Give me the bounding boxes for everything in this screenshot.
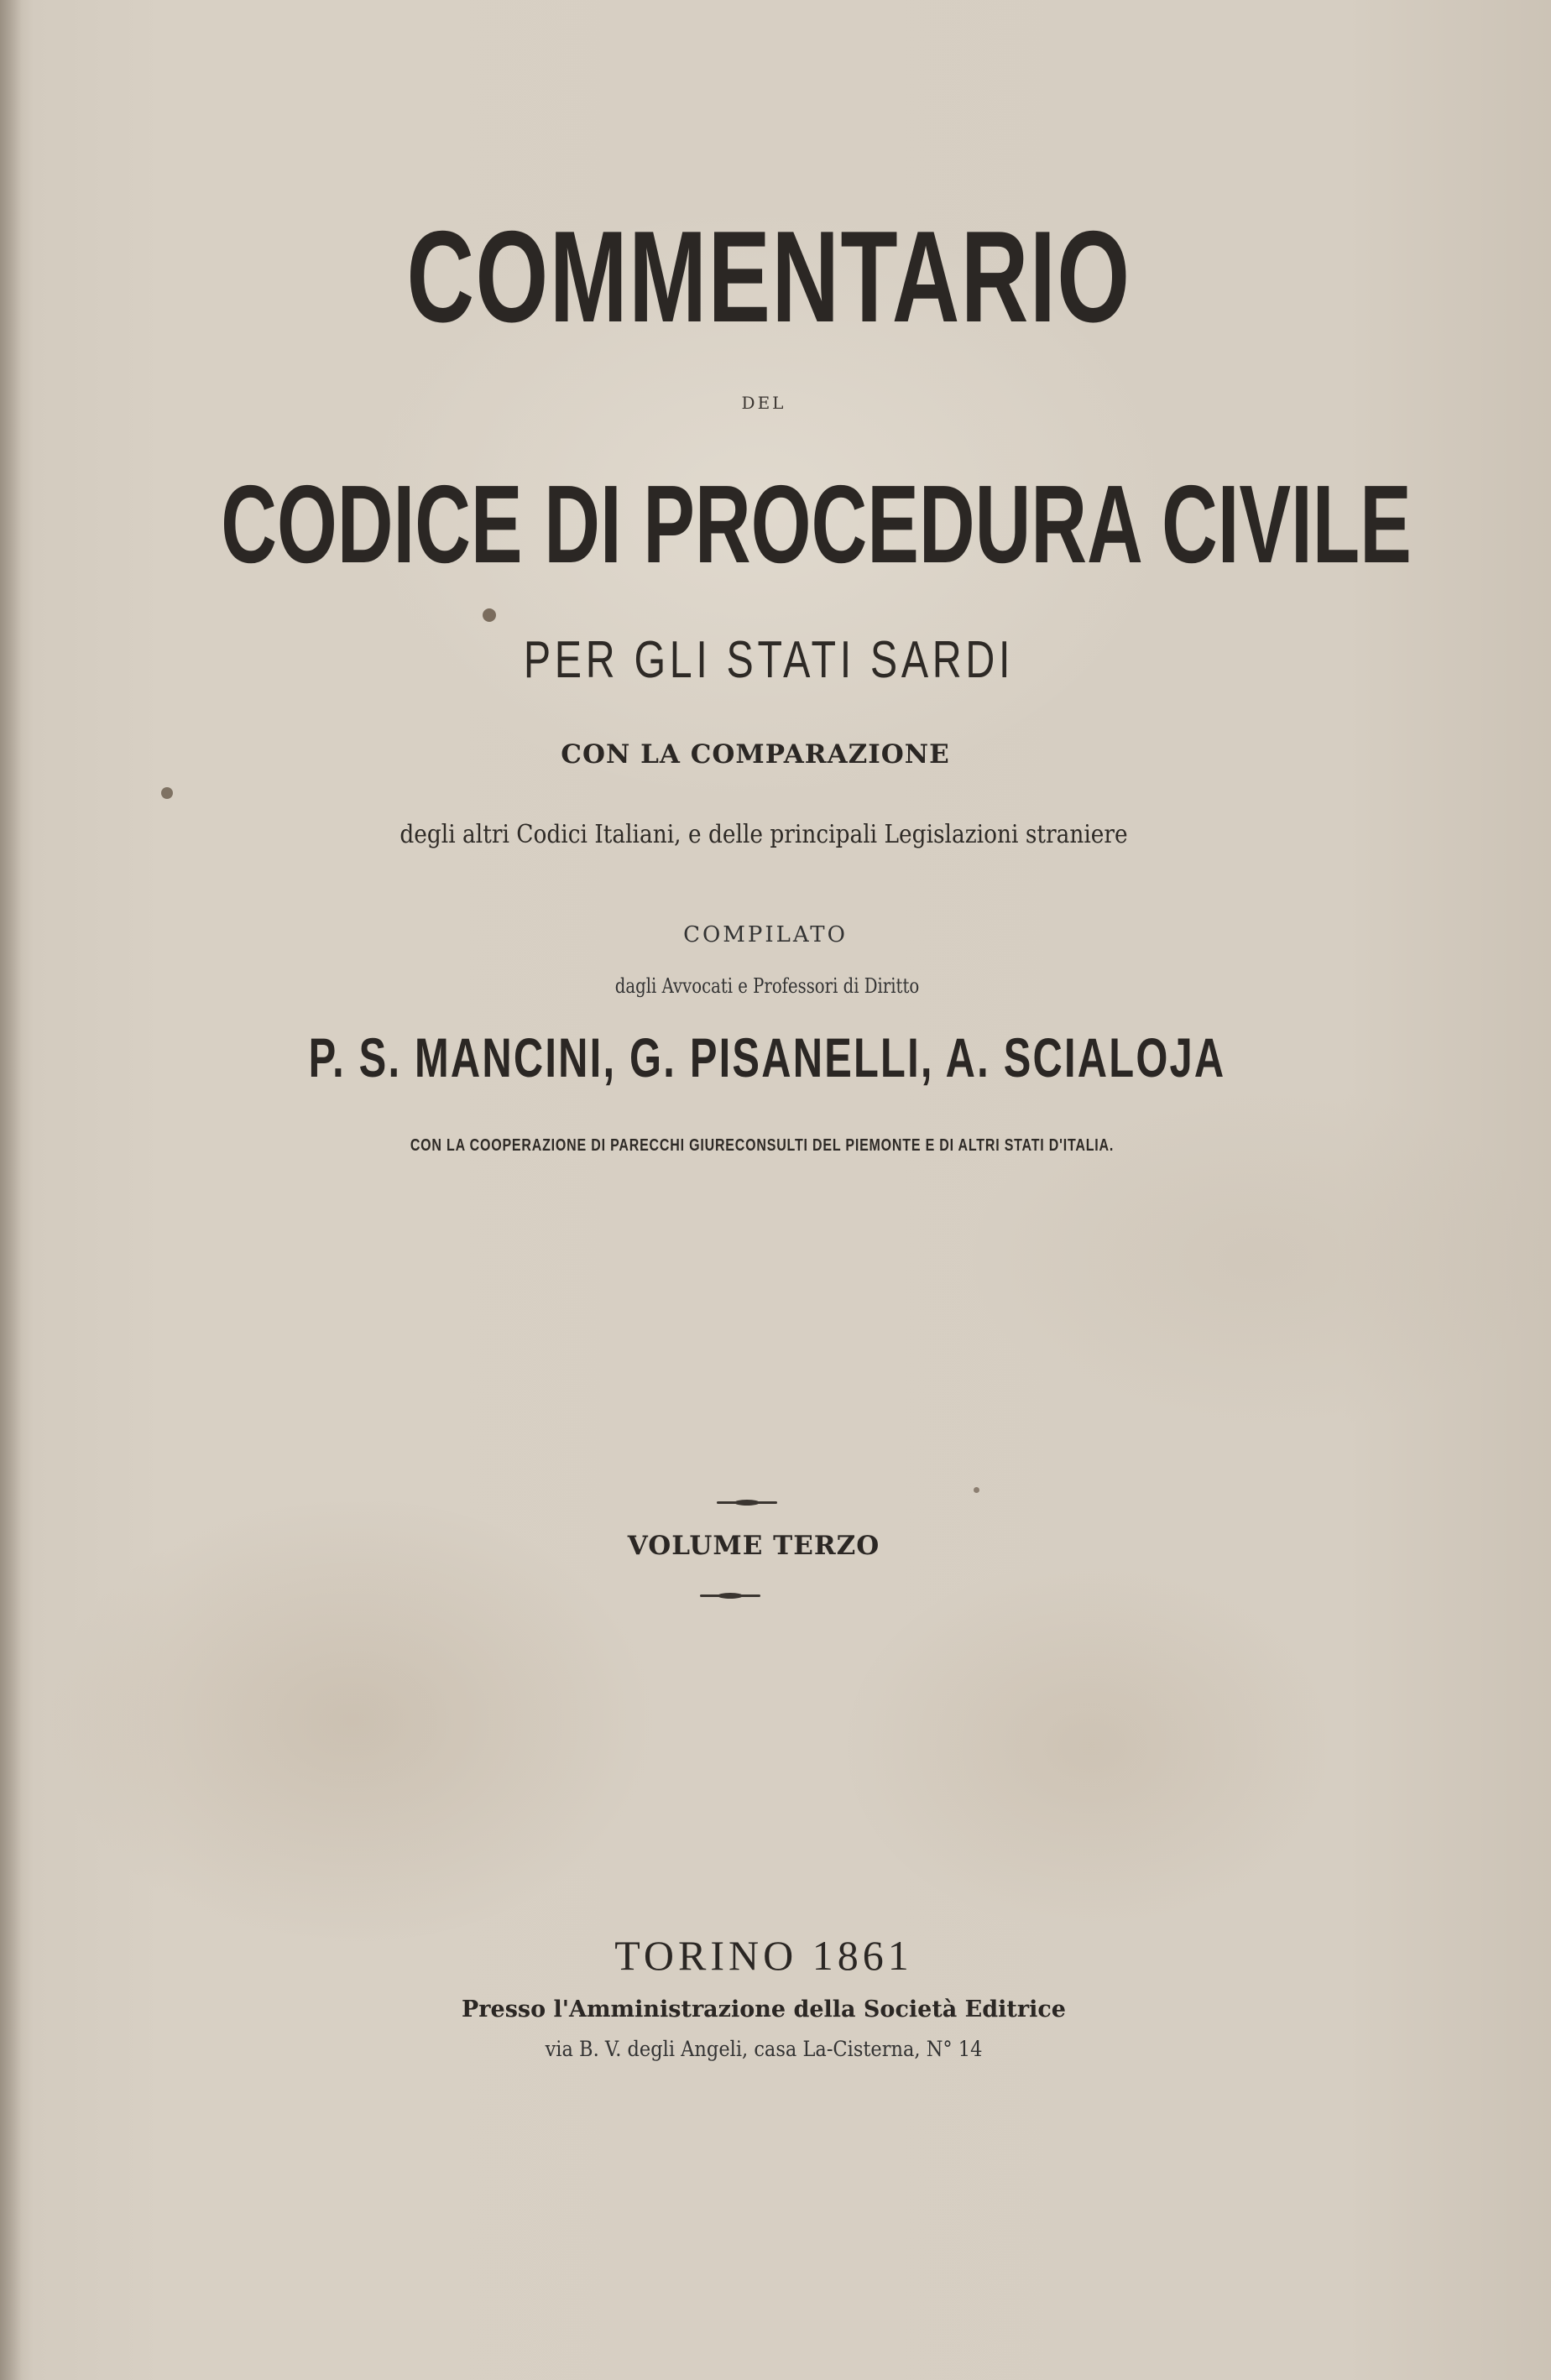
imprint-address: via B. V. degli Angeli, casa La-Cisterna, N° 14: [545, 2037, 983, 2061]
foxing-spot: [483, 608, 496, 622]
del-label: DEL: [741, 393, 786, 413]
authors: P. S. MANCINI, G. PISANELLI, A. SCIALOJA: [308, 1026, 1226, 1088]
main-title: COMMENTARIO: [406, 204, 1131, 349]
cooperation-note: CON LA COOPERAZIONE DI PARECCHI GIURECONSULTI DEL PIEMONTE E DI ALTRI STATI D'ITALIA.: [410, 1136, 1115, 1155]
foxing-spot: [161, 787, 173, 799]
compilato-label: COMPILATO: [683, 922, 848, 947]
ornamental-rule-bottom: [700, 1594, 760, 1597]
compilers-role: dagli Avvocati e Professori di Diritto: [614, 974, 920, 998]
subtitle: CODICE DI PROCEDURA CIVILE: [221, 462, 1412, 586]
volume-label: VOLUME TERZO: [627, 1531, 880, 1561]
comparison-heading: CON LA COMPARAZIONE: [561, 739, 950, 770]
per-line: PER GLI STATI SARDI: [523, 631, 1015, 689]
comparison-detail: degli altri Codici Italiani, e delle principali Legislazioni straniere: [400, 820, 1128, 849]
foxing-spot: [974, 1487, 979, 1493]
ornamental-rule-top: [717, 1501, 777, 1504]
imprint-place-year: TORINO 1861: [614, 1932, 913, 1979]
imprint-publisher: Presso l'Amministrazione della Società Editrice: [462, 1996, 1066, 2022]
